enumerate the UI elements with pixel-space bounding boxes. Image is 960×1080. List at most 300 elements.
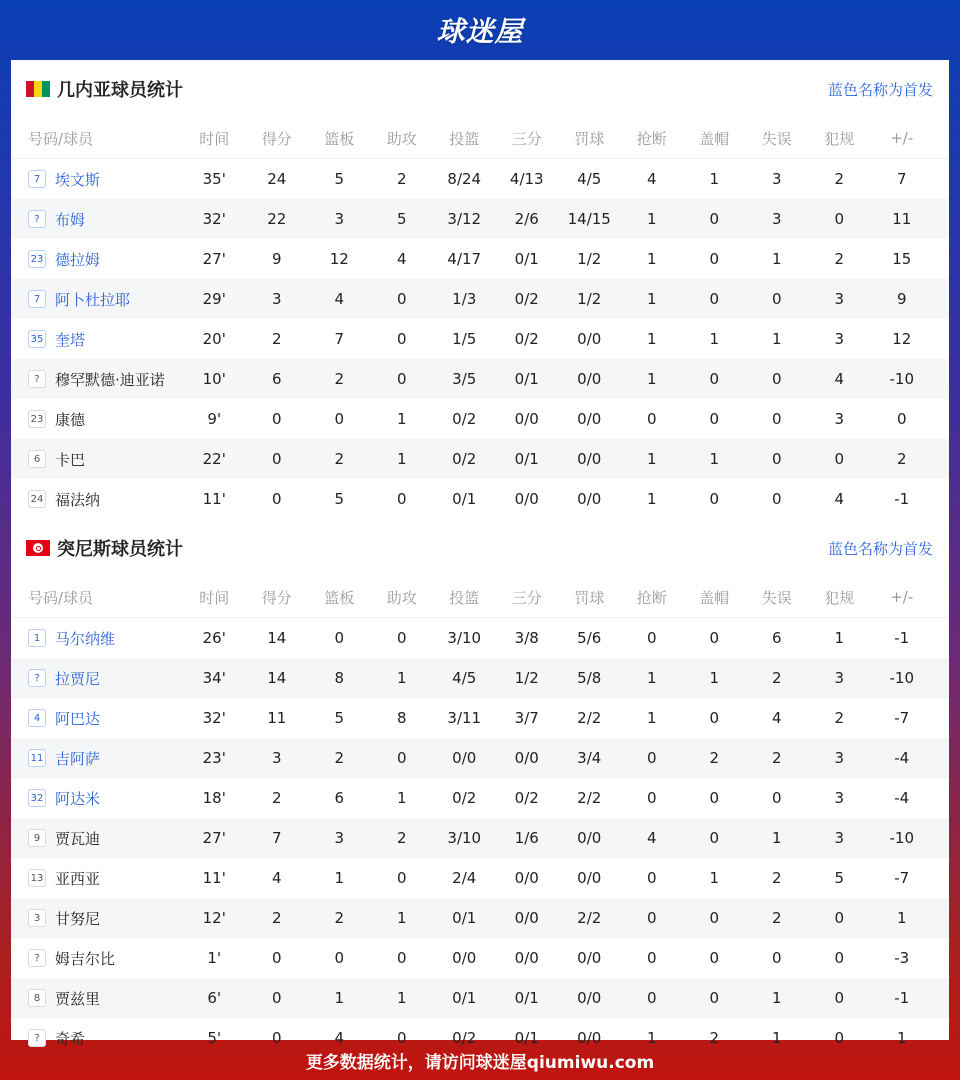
stat-cell: 5: [334, 709, 345, 727]
stat-cell: 0: [709, 909, 720, 927]
stat-cell: 20': [202, 330, 226, 348]
player-name-link[interactable]: 贾瓦迪: [55, 829, 101, 848]
stat-cell: 1: [396, 789, 407, 807]
player-name-link[interactable]: 马尔纳维: [55, 629, 116, 648]
stat-cell: 14: [267, 669, 287, 687]
stat-cell: 7: [896, 170, 907, 188]
player-name-link[interactable]: 阿达米: [55, 789, 101, 808]
stat-cell: 1: [646, 1029, 657, 1047]
stat-cell: 2: [771, 869, 782, 887]
player-cell: [11, 489, 183, 510]
stat-cell: 0: [271, 490, 282, 508]
column-header: 盖帽: [699, 588, 730, 607]
stat-cell: 0: [396, 949, 407, 967]
table-header: [11, 577, 949, 618]
stat-cell: 0/0: [577, 370, 602, 388]
column-header: 失误: [761, 588, 792, 607]
stat-cell: 1/2: [577, 290, 602, 308]
player-cell: [11, 828, 183, 849]
column-header: 得分: [261, 129, 292, 148]
section-title: 几内亚球员统计: [57, 80, 183, 101]
stat-cell: 9': [207, 410, 222, 428]
stat-cell: 2: [396, 829, 407, 847]
jersey-number-badge: ?: [28, 370, 46, 388]
stat-cell: 32': [202, 709, 226, 727]
section-header: [11, 60, 949, 118]
stat-cell: 0/2: [514, 330, 539, 348]
stat-cell: 1: [646, 709, 657, 727]
stat-cell: 3/7: [514, 709, 539, 727]
stat-cell: 0: [396, 1029, 407, 1047]
stat-cell: 0/0: [577, 330, 602, 348]
player-name-link[interactable]: 亚西亚: [55, 869, 101, 888]
section-title: 突尼斯球员统计: [57, 539, 183, 560]
stat-cell: 6: [271, 370, 282, 388]
player-row: [11, 858, 949, 898]
player-name-link[interactable]: 阿巴达: [55, 709, 101, 728]
stat-cell: 0/0: [577, 1029, 602, 1047]
player-name-link[interactable]: 康德: [55, 410, 86, 429]
stat-cell: 0/1: [514, 370, 539, 388]
stat-cell: 11: [267, 709, 287, 727]
stat-cell: 2: [334, 909, 345, 927]
stat-cell: 1: [709, 330, 720, 348]
stat-cell: 2: [334, 749, 345, 767]
column-header: 抢断: [636, 588, 667, 607]
stat-cell: 8/24: [447, 170, 482, 188]
stat-cell: 22': [202, 450, 226, 468]
stat-cell: 3/10: [447, 829, 482, 847]
stat-cell: 3: [271, 749, 282, 767]
player-row: [11, 698, 949, 738]
stat-cell: 3: [271, 290, 282, 308]
stat-cell: 1: [396, 450, 407, 468]
player-name-link[interactable]: 卡巴: [55, 450, 86, 469]
stat-cell: 4: [834, 370, 845, 388]
stat-cell: 0/0: [514, 909, 539, 927]
stat-cell: 15: [892, 250, 912, 268]
jersey-number-badge: 7: [28, 290, 46, 308]
stat-cell: 3: [834, 669, 845, 687]
stat-cell: 4: [771, 709, 782, 727]
stat-cell: 0: [334, 410, 345, 428]
stat-cell: 0/0: [514, 410, 539, 428]
stat-cell: 1: [334, 989, 345, 1007]
stat-cell: 26': [202, 629, 226, 647]
jersey-number-badge: 13: [28, 869, 46, 887]
stat-cell: 0: [646, 949, 657, 967]
stat-cell: 0: [834, 949, 845, 967]
stat-cell: 3: [771, 170, 782, 188]
player-name-link[interactable]: 奎塔: [55, 330, 86, 349]
player-row: [11, 978, 949, 1018]
stat-cell: 0: [646, 909, 657, 927]
player-name-link[interactable]: 姆吉尔比: [55, 949, 116, 968]
player-row: [11, 159, 949, 199]
stat-cell: 1/3: [452, 290, 477, 308]
stat-cell: 22: [267, 210, 287, 228]
stat-cell: 12: [892, 330, 912, 348]
stat-cell: 0: [834, 1029, 845, 1047]
player-name-link[interactable]: 穆罕默德·迪亚诺: [55, 370, 165, 389]
stat-cell: 14/15: [567, 210, 611, 228]
jersey-number-badge: 32: [28, 789, 46, 807]
stat-cell: 0: [334, 949, 345, 967]
stat-cell: 0/0: [514, 749, 539, 767]
stat-cell: 14: [267, 629, 287, 647]
stat-cell: 1: [646, 210, 657, 228]
stat-cell: 2/2: [577, 709, 602, 727]
stat-cell: 1: [646, 250, 657, 268]
tunisia-flag-icon: [26, 540, 50, 556]
jersey-number-badge: 11: [28, 749, 46, 767]
column-header: 抢断: [636, 129, 667, 148]
stat-cell: 1: [646, 370, 657, 388]
column-header: 篮板: [324, 129, 355, 148]
stat-cell: 1: [709, 450, 720, 468]
column-header: 犯规: [824, 129, 855, 148]
stat-cell: 0: [771, 949, 782, 967]
stat-cell: 9: [896, 290, 907, 308]
stat-cell: 3: [834, 290, 845, 308]
stat-cell: 0: [271, 450, 282, 468]
player-row: [11, 319, 949, 359]
stat-cell: 0/0: [452, 749, 477, 767]
stat-cell: 0: [771, 370, 782, 388]
stat-cell: 0: [834, 450, 845, 468]
stat-cell: 2: [271, 909, 282, 927]
player-row: [11, 199, 949, 239]
player-name-link[interactable]: 拉贾尼: [55, 669, 101, 688]
stat-cell: 0: [709, 490, 720, 508]
stat-cell: 0: [271, 1029, 282, 1047]
stat-cell: 4: [396, 250, 407, 268]
stat-cell: 5/6: [577, 629, 602, 647]
stat-cell: 0/2: [452, 410, 477, 428]
stat-cell: 1: [646, 290, 657, 308]
stat-cell: -10: [889, 669, 914, 687]
stat-cell: 23': [202, 749, 226, 767]
guinea-flag-icon: [26, 81, 50, 97]
stat-cell: 4/17: [447, 250, 482, 268]
stat-cell: 0: [709, 989, 720, 1007]
stat-cell: 0: [396, 869, 407, 887]
player-name-link[interactable]: 贾兹里: [55, 989, 101, 1008]
stat-cell: 0/0: [514, 490, 539, 508]
player-cell: [11, 868, 183, 889]
stat-cell: 1: [771, 989, 782, 1007]
stat-cell: 12: [329, 250, 349, 268]
stat-cell: 11: [892, 210, 912, 228]
stat-cell: 3: [834, 749, 845, 767]
stat-cell: 35': [202, 170, 226, 188]
jersey-number-badge: 9: [28, 829, 46, 847]
jersey-number-badge: ?: [28, 669, 46, 687]
stat-cell: 0/2: [452, 450, 477, 468]
stat-cell: 1: [396, 410, 407, 428]
jersey-number-badge: 24: [28, 490, 46, 508]
stat-cell: 2: [271, 789, 282, 807]
column-header: +/-: [890, 129, 914, 147]
stat-cell: 4: [334, 1029, 345, 1047]
jersey-number-badge: 8: [28, 989, 46, 1007]
stat-cell: 1/2: [577, 250, 602, 268]
stat-cell: 1: [709, 170, 720, 188]
stat-cell: 1: [709, 869, 720, 887]
stat-cell: 5: [334, 170, 345, 188]
stat-cell: 3: [834, 789, 845, 807]
stat-cell: 1: [709, 669, 720, 687]
player-name-link[interactable]: 布姆: [55, 210, 86, 229]
team-section-guinea: [11, 60, 949, 519]
stat-cell: 0/0: [577, 949, 602, 967]
stat-cell: 2: [771, 909, 782, 927]
stat-cell: 4: [834, 490, 845, 508]
footer-bar: [0, 1040, 960, 1080]
stat-cell: 18': [202, 789, 226, 807]
stat-cell: 5: [396, 210, 407, 228]
stat-cell: 0: [834, 210, 845, 228]
player-cell: [11, 249, 183, 270]
stat-cell: 7: [271, 829, 282, 847]
stat-cell: -7: [894, 869, 910, 887]
stat-cell: 1: [771, 330, 782, 348]
player-row: [11, 898, 949, 938]
player-name-link[interactable]: 福法纳: [55, 490, 101, 509]
stat-cell: 3/4: [577, 749, 602, 767]
column-header: 罚球: [574, 588, 605, 607]
stat-cell: 3/8: [514, 629, 539, 647]
player-cell: [11, 628, 183, 649]
player-row: [11, 479, 949, 519]
stat-cell: 1: [771, 250, 782, 268]
stat-cell: 0/0: [577, 829, 602, 847]
stat-cell: 1: [396, 669, 407, 687]
column-header: 号码/球员: [28, 129, 94, 148]
stat-cell: 1: [771, 1029, 782, 1047]
stat-cell: 0/1: [452, 909, 477, 927]
stat-cell: 1/2: [514, 669, 539, 687]
player-row: [11, 399, 949, 439]
stat-cell: 4: [334, 290, 345, 308]
column-header: 篮板: [324, 588, 355, 607]
stat-cell: 0: [709, 250, 720, 268]
player-name-link[interactable]: 阿卜杜拉耶: [55, 290, 131, 309]
player-cell: [11, 449, 183, 470]
starter-legend-note: 蓝色名称为首发: [827, 80, 933, 99]
stat-cell: 2: [334, 370, 345, 388]
brand-logo[interactable]: 球迷屋: [436, 15, 524, 48]
stat-cell: 4/5: [452, 669, 477, 687]
stat-cell: 27': [202, 829, 226, 847]
stat-cell: 0/0: [577, 490, 602, 508]
stat-cell: 0: [646, 989, 657, 1007]
stat-cell: 0/1: [452, 989, 477, 1007]
stat-cell: 0: [709, 789, 720, 807]
stat-cell: 1: [896, 1029, 907, 1047]
stat-cell: 0: [709, 709, 720, 727]
stat-cell: 2/6: [514, 210, 539, 228]
player-cell: [11, 409, 183, 430]
team-section-tunisia: [11, 519, 949, 1058]
stat-cell: 5: [334, 490, 345, 508]
footer-link[interactable]: 更多数据统计，请访问球迷屋qiumiwu.com: [305, 1052, 655, 1073]
stat-cell: 5: [834, 869, 845, 887]
stat-cell: 11': [202, 490, 226, 508]
stat-cell: 0: [396, 290, 407, 308]
stat-cell: 6': [207, 989, 222, 1007]
player-row: [11, 738, 949, 778]
player-row: [11, 938, 949, 978]
player-name-link[interactable]: 奇希: [55, 1029, 86, 1048]
stat-cell: 4/13: [509, 170, 544, 188]
stat-cell: 0: [709, 829, 720, 847]
stat-cell: 0: [771, 410, 782, 428]
player-row: [11, 658, 949, 698]
stat-cell: 0: [646, 629, 657, 647]
stat-cell: 2: [771, 669, 782, 687]
stat-cell: 0: [396, 490, 407, 508]
column-header: 三分: [511, 588, 542, 607]
player-name-link[interactable]: 甘努尼: [55, 909, 101, 928]
stat-cell: 2: [834, 250, 845, 268]
stat-cell: 0: [646, 789, 657, 807]
stat-cell: 0/0: [577, 450, 602, 468]
stat-cell: 0: [396, 330, 407, 348]
stat-cell: 4/5: [577, 170, 602, 188]
column-header: 号码/球员: [28, 588, 94, 607]
player-name-link[interactable]: 埃文斯: [55, 170, 101, 189]
stat-cell: 0: [709, 370, 720, 388]
stat-cell: 6: [771, 629, 782, 647]
stat-cell: 0/1: [514, 989, 539, 1007]
stat-cell: 2: [709, 1029, 720, 1047]
player-name-link[interactable]: 德拉姆: [55, 250, 101, 269]
stat-cell: 1/5: [452, 330, 477, 348]
stat-cell: 24: [267, 170, 287, 188]
stat-cell: 1: [646, 490, 657, 508]
stat-cell: 2/4: [452, 869, 477, 887]
jersey-number-badge: 23: [28, 250, 46, 268]
stat-cell: 0: [771, 290, 782, 308]
stat-cell: 2: [334, 450, 345, 468]
stat-cell: 4: [271, 869, 282, 887]
top-bar: [0, 0, 960, 60]
stat-cell: 0: [709, 629, 720, 647]
stat-cell: 1: [646, 450, 657, 468]
stat-cell: 0: [709, 290, 720, 308]
player-name-link[interactable]: 吉阿萨: [55, 749, 101, 768]
stat-cell: 32': [202, 210, 226, 228]
stat-cell: 0: [834, 989, 845, 1007]
stat-cell: 1: [771, 829, 782, 847]
stat-cell: 0/1: [514, 1029, 539, 1047]
stat-cell: 0: [709, 410, 720, 428]
stat-cell: -1: [894, 989, 910, 1007]
stat-cell: 0/1: [452, 490, 477, 508]
stat-cell: 0: [834, 909, 845, 927]
jersey-number-badge: 7: [28, 170, 46, 188]
stat-cell: 0: [709, 210, 720, 228]
player-cell: [11, 988, 183, 1009]
stat-cell: 4: [646, 829, 657, 847]
stat-cell: 6: [334, 789, 345, 807]
stat-cell: -1: [894, 629, 910, 647]
stat-cell: -3: [894, 949, 910, 967]
player-row: [11, 818, 949, 858]
column-header: 投篮: [449, 129, 480, 148]
stat-cell: 1/6: [514, 829, 539, 847]
player-cell: [11, 329, 183, 350]
stat-cell: 4: [646, 170, 657, 188]
stat-cell: 27': [202, 250, 226, 268]
stat-cell: 0/0: [514, 949, 539, 967]
stat-cell: 3: [834, 330, 845, 348]
stat-cell: 0: [271, 949, 282, 967]
stat-cell: -4: [894, 749, 910, 767]
stat-cell: 1: [396, 909, 407, 927]
player-cell: [11, 788, 183, 809]
stat-cell: 0: [334, 629, 345, 647]
stat-cell: -7: [894, 709, 910, 727]
player-row: [11, 279, 949, 319]
column-header: 助攻: [386, 129, 417, 148]
player-cell: [11, 169, 183, 190]
stat-cell: 1: [896, 909, 907, 927]
column-header: +/-: [890, 588, 914, 606]
stat-cell: 3: [834, 829, 845, 847]
stat-cell: -1: [894, 490, 910, 508]
stat-cell: 1: [396, 989, 407, 1007]
jersey-number-badge: ?: [28, 949, 46, 967]
stat-cell: -10: [889, 370, 914, 388]
column-header: 盖帽: [699, 129, 730, 148]
player-rows: [11, 159, 949, 519]
player-cell: [11, 668, 183, 689]
player-row: [11, 359, 949, 399]
stat-cell: 0: [646, 869, 657, 887]
column-header: 助攻: [386, 588, 417, 607]
stat-cell: 3/10: [447, 629, 482, 647]
jersey-number-badge: ?: [28, 210, 46, 228]
stat-cell: 2/2: [577, 789, 602, 807]
stat-cell: 2: [771, 749, 782, 767]
stat-cell: 7: [334, 330, 345, 348]
stats-card: [11, 60, 949, 1048]
stat-cell: 0: [709, 949, 720, 967]
player-cell: [11, 748, 183, 769]
stat-cell: 0/0: [514, 869, 539, 887]
stat-cell: 1': [207, 949, 222, 967]
stat-cell: 1: [334, 869, 345, 887]
stat-cell: 1: [646, 669, 657, 687]
player-row: [11, 618, 949, 658]
stat-cell: 0: [771, 490, 782, 508]
stat-cell: 12': [202, 909, 226, 927]
stat-cell: 2: [834, 170, 845, 188]
jersey-number-badge: 3: [28, 909, 46, 927]
jersey-number-badge: 6: [28, 450, 46, 468]
stat-cell: 5': [207, 1029, 222, 1047]
stat-cell: 3: [771, 210, 782, 228]
stat-cell: 2: [396, 170, 407, 188]
stat-cell: 0: [396, 629, 407, 647]
player-row: [11, 439, 949, 479]
stat-cell: 0: [646, 410, 657, 428]
stat-cell: 10': [202, 370, 226, 388]
stat-cell: -4: [894, 789, 910, 807]
stat-cell: 0: [396, 370, 407, 388]
